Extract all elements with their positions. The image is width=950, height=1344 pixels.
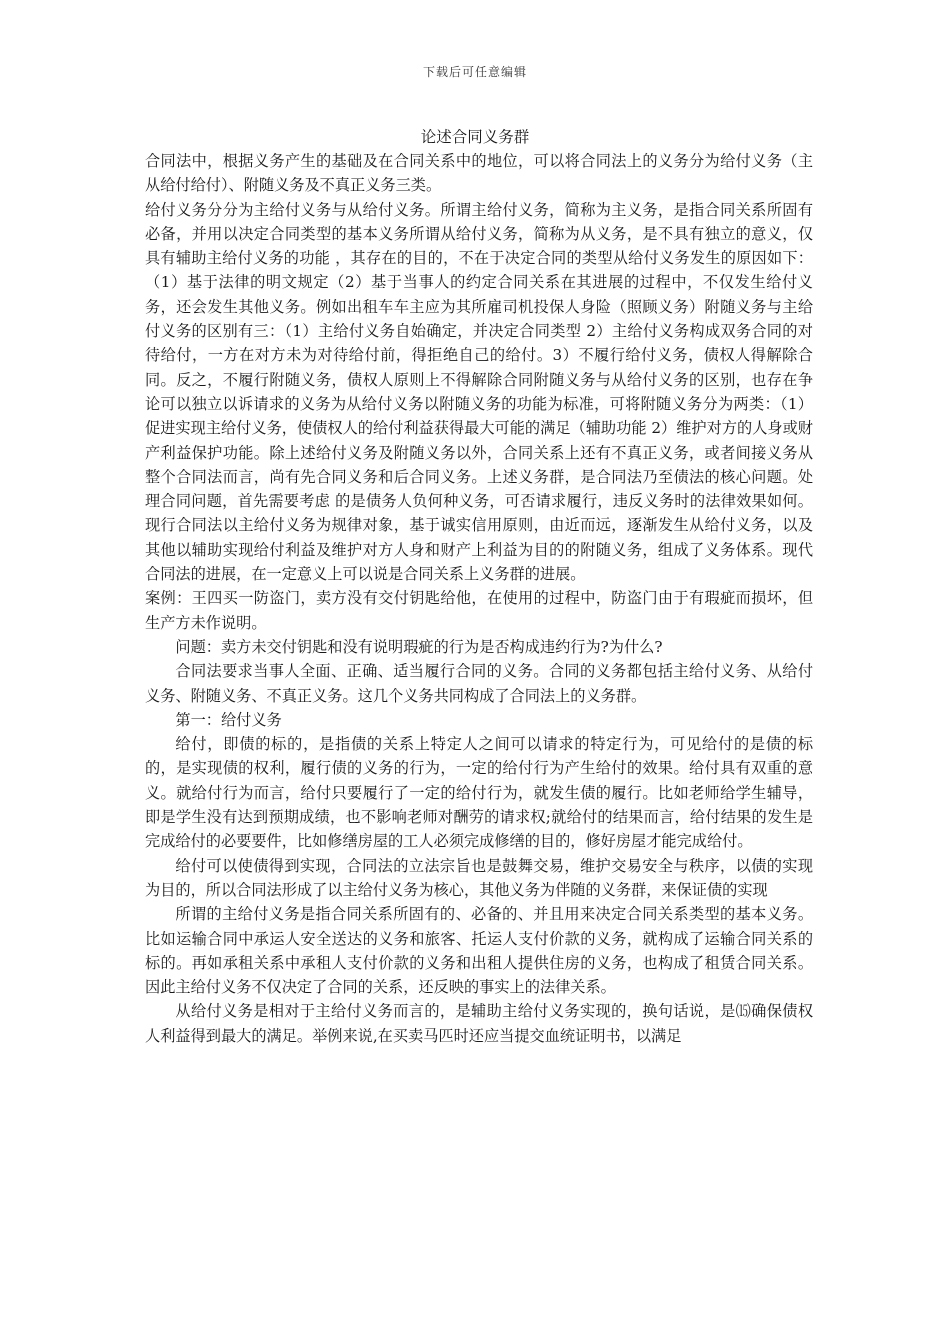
paragraph-payment-purpose: 给付可以使债得到实现，合同法的立法宗旨也是鼓舞交易，维护交易安全与秩序，以债的实现为目的，所以合同法形成了以主给付义务为核心，其他义务为伴随的义务群，来保证债的实现 [145, 856, 813, 899]
paragraph-intro: 合同法中，根据义务产生的基础及在合同关系中的地位，可以将合同法上的义务分为给付义务（主从给付给付）、附随义务及不真正义务三类。 [145, 152, 813, 195]
section-heading-first: 第一：给付义务 [175, 710, 282, 729]
document-title: 论述合同义务群 [420, 128, 530, 146]
header-note: 下载后可任意编辑 [422, 65, 527, 79]
paragraph-payment-definition: 给付，即债的标的，是指债的关系上特定人之间可以请求的特定行为，可见给付的是债的标的，是实现债的权利，履行债的义务的行为，一定的给付行为产生给付的效果。给付具有双重的意义。就给付行为而言，给付只要履行了一定的给付行为，就发生债的履行。比如老师给学生辅导，即是学生没有达到预期成绩，也不影响老师对酬劳的请求权;就给付的结果而言，给付结果的发生是完成给付的必要要件，比如修缮房屋的工人必须完成修缮的目的，修好房屋才能完成给付。 [145, 735, 813, 851]
document-body [145, 149, 813, 1048]
paragraph-main-obligation: 所谓的主给付义务是指合同关系所固有的、必备的、并且用来决定合同关系类型的基本义务。比如运输合同中承运人安全送达的义务和旅客、托运人支付价款的义务，就构成了运输合同关系的标的。再如承租关系中承租人支付价款的义务和出租人提供住房的义务，也构成了租赁合同关系。因此主给付义务不仅决定了合同的关系，还反映的事实上的法律关系。 [145, 905, 813, 997]
paragraph-question: 问题：卖方未交付钥匙和没有说明瑕疵的行为是否构成违约行为?为什么? [175, 637, 663, 656]
paragraph-main-discussion: 给付义务分分为主给付义务与从给付义务。所谓主给付义务，简称为主义务，是指合同关系所固有必备，并用以决定合同类型的基本义务所谓从给付义务，简称为从义务，是不具有独立的意义，仅具有辅助主给付义务的功能 ，其存在的目的，不在于决定合同的类型从给付义务发生的原因如下：（1）基于法律的明文规定（2）基于当事人的约定合同关系在其进展的过程中，不仅发生给付义务，还会发生其他义务。例如出租车车主应为其所雇司机投保人身险（照顾义务）附随义务与主给付义务的区别有三：（1）主给付义务自始确定，并决定合同类型 2）主给付义务构成双务合同的对待给付，一方在对方未为对待给付前，得拒绝自己的给付。3）不履行给付义务，债权人得解除合同。反之，不履行附随义务，债权人原则上不得解除合同附随义务与从给付义务的区别，也存在争论可以独立以诉请求的义务为从给付义务以附随义务的功能为标准，可将附随义务分为两类：（1）促进实现主给付义务，使债权人的给付利益获得最大可能的满足（辅助功能 2）维护对方的人身或财产利益保护功能。除上述给付义务及附随义务以外，合同关系上还有不真正义务，或者间接义务从整个合同法而言，尚有先合同义务和后合同义务。上述义务群，是合同法乃至债法的核心问题。处理合同问题，首先需要考虑 的是债务人负何种义务，可否请求履行，违反义务时的法律效果如何。现行合同法以主给付义务为规律对象，基于诚实信用原则，由近而远，逐渐发生从给付义务，以及其他以辅助实现给付利益及维护对方人身和财产上利益为目的的附随义务，组成了义务体系。现代合同法的进展，在一定意义上可以说是合同关系上义务群的进展。 [145, 200, 813, 584]
paragraph-case: 案例：王四买一防盗门，卖方没有交付钥匙给他，在使用的过程中，防盗门由于有瑕疵而损坏，但生产方未作说明。 [145, 589, 813, 632]
paragraph-answer-intro: 合同法要求当事人全面、正确、适当履行合同的义务。合同的义务都包括主给付义务、从给付义务、附随义务、不真正义务。这几个义务共同构成了合同法上的义务群。 [145, 662, 813, 705]
paragraph-secondary-obligation: 从给付义务是相对于主给付义务而言的，是辅助主给付义务实现的，换句话说，是⒂确保债权人利益得到最大的满足。举例来说,在买卖马匹时还应当提交血统证明书，以满足 [145, 1002, 813, 1045]
